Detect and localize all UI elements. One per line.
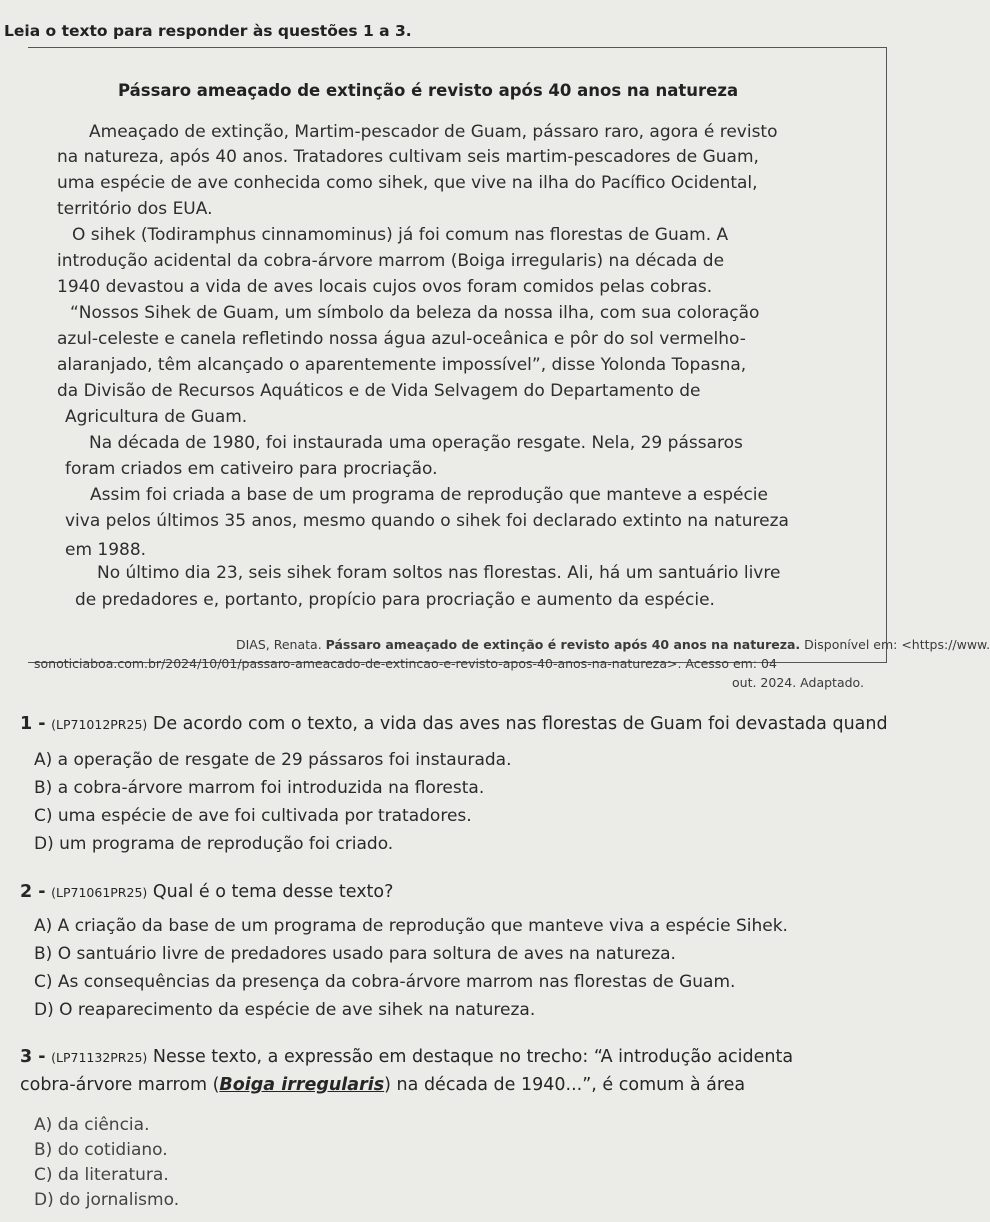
credit-author: DIAS, Renata. <box>236 637 326 652</box>
article-line: Assim foi criada a base de um programa de reprodução que manteve a espécie <box>90 485 768 505</box>
question-text: Nesse texto, a expressão em destaque no trecho: “A introdução acidenta <box>152 1047 794 1067</box>
question-2 <box>20 882 393 902</box>
question-text-part: cobra-árvore marrom ( <box>20 1075 220 1095</box>
option-3d[interactable]: D) do jornalismo. <box>34 1190 180 1210</box>
highlighted-expression: Boiga irregularis <box>219 1075 385 1095</box>
article-line: uma espécie de ave conhecida como sihek, que vive na ilha do Pacífico Ocidental, <box>57 173 758 193</box>
question-number: 2 - <box>20 882 46 902</box>
option-3b[interactable]: B) do cotidiano. <box>34 1140 168 1160</box>
article-line: de predadores e, portanto, propício para procriação e aumento da espécie. <box>75 590 715 610</box>
question-number: 3 - <box>20 1047 46 1067</box>
question-3 <box>20 1047 793 1067</box>
article-line: 1940 devastou a vida de aves locais cujos ovos foram comidos pelas cobras. <box>57 277 713 297</box>
option-1a[interactable]: A) a operação de resgate de 29 pássaros foi instaurada. <box>34 750 512 770</box>
article-line: em 1988. <box>65 540 147 560</box>
question-code: (LP71132PR25) <box>51 1050 148 1065</box>
article-line: No último dia 23, seis sihek foram soltos nas florestas. Ali, há um santuário livre <box>97 563 781 583</box>
question-text: De acordo com o texto, a vida das aves nas florestas de Guam foi devastada quand <box>152 714 888 734</box>
option-1c[interactable]: C) uma espécie de ave foi cultivada por tratadores. <box>34 806 472 826</box>
article-line: “Nossos Sihek de Guam, um símbolo da beleza da nossa ilha, com sua coloração <box>70 303 760 323</box>
option-1d[interactable]: D) um programa de reprodução foi criado. <box>34 834 394 854</box>
option-1b[interactable]: B) a cobra-árvore marrom foi introduzida na floresta. <box>34 778 485 798</box>
article-line: viva pelos últimos 35 anos, mesmo quando o sihek foi declarado extinto na natureza <box>65 511 789 531</box>
article-line: na natureza, após 40 anos. Tratadores cultivam seis martim-pescadores de Guam, <box>57 147 759 167</box>
article-line: foram criados em cativeiro para procriação. <box>65 459 438 479</box>
option-2d[interactable]: D) O reaparecimento da espécie de ave sihek na natureza. <box>34 1000 536 1020</box>
option-2a[interactable]: A) A criação da base de um programa de reprodução que manteve viva a espécie Sihek. <box>34 916 788 936</box>
article-line: introdução acidental da cobra-árvore marrom (Boiga irregularis) na década de <box>57 251 725 271</box>
article-title: Pássaro ameaçado de extinção é revisto após 40 anos na natureza <box>118 81 739 100</box>
question-text: Qual é o tema desse texto? <box>152 882 394 902</box>
credit-availability: Disponível em: <https://www. <box>800 637 990 652</box>
question-text-part: ) na década de 1940...”, é comum à área <box>384 1075 746 1095</box>
question-1 <box>20 714 888 734</box>
article-line: da Divisão de Recursos Aquáticos e de Vida Selvagem do Departamento de <box>57 381 701 401</box>
article-line: alaranjado, têm alcançado o aparentemente impossível”, disse Yolonda Topasna, <box>57 355 747 375</box>
article-line: Agricultura de Guam. <box>65 407 248 427</box>
source-credit <box>236 637 990 652</box>
question-code: (LP71012PR25) <box>51 717 148 732</box>
question-code: (LP71061PR25) <box>51 885 148 900</box>
source-url: sonoticiaboa.com.br/2024/10/01/passaro-ameacado-de-extincao-e-revisto-apos-40-anos-na-natureza>. Acesso em: 04 <box>34 656 777 671</box>
option-3c[interactable]: C) da literatura. <box>34 1165 169 1185</box>
credit-title: Pássaro ameaçado de extinção é revisto após 40 anos na natureza. <box>325 637 801 652</box>
article-line: Na década de 1980, foi instaurada uma operação resgate. Nela, 29 pássaros <box>89 433 743 453</box>
question-number: 1 - <box>20 714 46 734</box>
source-access: out. 2024. Adaptado. <box>732 675 864 690</box>
option-2c[interactable]: C) As consequências da presença da cobra-árvore marrom nas florestas de Guam. <box>34 972 736 992</box>
article-line: Ameaçado de extinção, Martim-pescador de Guam, pássaro raro, agora é revisto <box>89 122 778 142</box>
question-3-continued <box>20 1075 745 1095</box>
article-line: azul-celeste e canela refletindo nossa água azul-oceânica e pôr do sol vermelho- <box>57 329 746 349</box>
article-line: território dos EUA. <box>57 199 213 219</box>
option-3a[interactable]: A) da ciência. <box>34 1115 150 1135</box>
instruction: Leia o texto para responder às questões 1 a 3. <box>4 22 412 40</box>
option-2b[interactable]: B) O santuário livre de predadores usado para soltura de aves na natureza. <box>34 944 676 964</box>
article-line: O sihek (Todiramphus cinnamominus) já foi comum nas florestas de Guam. A <box>72 225 729 245</box>
